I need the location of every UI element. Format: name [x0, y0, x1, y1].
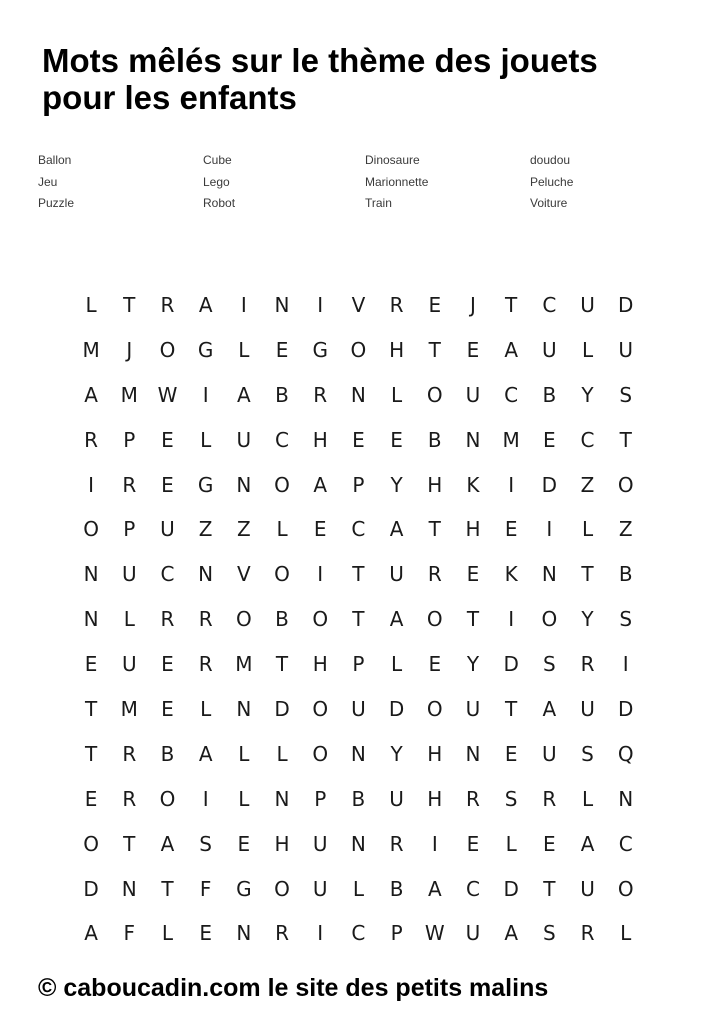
grid-cell: O: [617, 472, 634, 497]
grid-cell: B: [160, 741, 175, 766]
grid-cell: D: [503, 652, 519, 677]
grid-cell: N: [198, 562, 214, 587]
grid-cell: A: [313, 472, 328, 497]
grid-cell: A: [427, 876, 442, 901]
grid-cell: L: [620, 921, 632, 946]
grid-cell: A: [542, 697, 557, 722]
grid-cell: L: [238, 337, 250, 362]
grid-cell: O: [274, 876, 290, 901]
grid-cell: C: [580, 427, 595, 452]
grid-cell: R: [275, 921, 289, 946]
grid-cell: Y: [581, 382, 594, 407]
grid-cell: R: [160, 293, 175, 317]
grid-cell: E: [466, 337, 480, 362]
grid-cell: L: [161, 921, 174, 946]
title-line-1: Mots mêlés sur le thème des jouets: [42, 42, 598, 79]
grid-cell: W: [424, 921, 445, 946]
grid-cell: A: [389, 517, 404, 542]
grid-cell: D: [618, 293, 634, 317]
grid-cell: Y: [390, 472, 403, 497]
grid-cell: C: [504, 382, 519, 407]
grid-cell: O: [312, 607, 329, 632]
grid-cell: B: [275, 607, 289, 632]
grid-cell: P: [314, 786, 327, 811]
grid-cell: C: [275, 427, 290, 452]
grid-cell: N: [618, 786, 634, 811]
grid-cell: N: [121, 876, 137, 901]
grid-cell: T: [466, 607, 480, 632]
grid-cell: C: [351, 921, 366, 946]
grid-cell: N: [350, 382, 366, 407]
grid-cell: U: [542, 337, 557, 362]
grid-cell: E: [84, 786, 98, 811]
grid-cell: N: [350, 741, 366, 766]
grid-cell: L: [581, 786, 594, 811]
grid-cell: E: [504, 741, 518, 766]
grid-cell: T: [123, 293, 136, 317]
grid-cell: A: [160, 831, 175, 856]
page-title: [42, 42, 702, 116]
grid-cell: P: [352, 472, 365, 497]
grid-cell: M: [502, 427, 520, 452]
grid-cell: E: [352, 427, 365, 452]
grid-cell: U: [465, 697, 481, 722]
grid-cell: T: [352, 562, 365, 587]
grid-cell: L: [276, 741, 288, 766]
grid-cell: A: [198, 741, 213, 766]
grid-cell: T: [161, 876, 174, 901]
grid-cell: I: [88, 472, 95, 497]
grid-cell: N: [274, 293, 290, 317]
grid-cell: A: [198, 293, 213, 317]
grid-cell: L: [85, 293, 97, 317]
grid-cell: I: [508, 472, 515, 497]
grid-cell: U: [121, 652, 137, 677]
grid-cell: K: [504, 562, 518, 587]
grid-cell: H: [427, 741, 443, 766]
grid-cell: D: [503, 876, 519, 901]
grid-cell: T: [123, 831, 136, 856]
grid-cell: E: [428, 293, 442, 317]
grid-cell: S: [619, 382, 633, 407]
grid-cell: N: [350, 831, 366, 856]
grid-cell: B: [275, 382, 289, 407]
grid-cell: R: [198, 652, 213, 677]
grid-cell: R: [466, 786, 480, 811]
grid-cell: C: [542, 293, 557, 317]
grid-cell: O: [159, 786, 176, 811]
grid-cell: P: [123, 517, 136, 542]
grid-cell: A: [504, 337, 518, 362]
grid-cell: O: [312, 697, 329, 722]
grid-cell: N: [465, 427, 481, 452]
word-list-item: doudou: [530, 153, 571, 167]
grid-cell: D: [618, 697, 634, 722]
grid-cell: U: [389, 786, 404, 811]
grid-cell: E: [84, 652, 98, 677]
grid-cell: N: [83, 607, 99, 632]
grid-cell: N: [236, 697, 252, 722]
grid-cell: G: [197, 337, 214, 362]
grid-cell: A: [504, 921, 518, 946]
grid-cell: W: [157, 382, 178, 407]
grid-cell: D: [388, 697, 405, 722]
grid-cell: I: [317, 921, 324, 946]
grid-cell: E: [543, 831, 556, 856]
grid-cell: S: [199, 831, 212, 856]
grid-cell: U: [542, 741, 557, 766]
grid-cell: D: [274, 697, 290, 722]
word-list-item: Puzzle: [38, 196, 75, 210]
grid-cell: E: [275, 337, 289, 362]
grid-cell: L: [581, 337, 594, 362]
grid-cell: I: [202, 382, 209, 407]
word-list-item: Lego: [203, 174, 230, 189]
grid-cell: Y: [390, 741, 403, 766]
grid-cell: I: [431, 831, 438, 856]
grid-cell: L: [238, 741, 250, 766]
grid-cell: O: [617, 876, 634, 901]
grid-cell: N: [236, 921, 252, 946]
grid-cell: U: [580, 293, 595, 317]
grid-cell: N: [541, 562, 557, 587]
grid-cell: E: [161, 472, 174, 497]
grid-cell: R: [313, 382, 328, 407]
grid-cell: G: [312, 337, 328, 362]
grid-cell: T: [505, 697, 518, 722]
grid-cell: O: [159, 337, 176, 362]
grid-cell: O: [426, 607, 443, 632]
grid-cell: U: [236, 427, 252, 452]
grid-cell: Y: [581, 607, 594, 632]
grid-cell: R: [389, 293, 404, 317]
grid-cell: O: [426, 697, 443, 722]
grid-cell: U: [121, 562, 137, 587]
grid-cell: B: [618, 562, 633, 587]
grid-cell: I: [317, 562, 324, 587]
grid-cell: O: [235, 607, 252, 632]
grid-cell: C: [465, 876, 480, 901]
grid-cell: I: [317, 293, 324, 317]
grid-cell: T: [275, 652, 289, 677]
grid-cell: O: [541, 607, 558, 632]
grid-cell: T: [84, 697, 98, 722]
grid-cell: K: [466, 472, 480, 497]
grid-cell: Z: [236, 517, 251, 542]
grid-cell: T: [619, 427, 632, 452]
grid-cell: R: [122, 786, 137, 811]
grid-cell: E: [161, 652, 174, 677]
grid-cell: G: [197, 472, 214, 497]
word-list-item: Peluche: [530, 174, 574, 189]
grid-cell: P: [390, 921, 403, 946]
grid-cell: U: [465, 382, 481, 407]
grid-cell: R: [542, 786, 557, 811]
grid-cell: M: [235, 652, 253, 677]
grid-cell: E: [237, 831, 251, 856]
grid-cell: B: [389, 876, 404, 901]
grid-cell: U: [312, 876, 328, 901]
grid-cell: T: [581, 562, 594, 587]
grid-cell: B: [427, 427, 442, 452]
grid-cell: O: [274, 472, 290, 497]
grid-cell: R: [427, 562, 442, 587]
grid-cell: L: [200, 697, 212, 722]
word-list-item: Jeu: [38, 174, 58, 189]
grid-cell: E: [466, 562, 480, 587]
grid-cell: L: [200, 427, 212, 452]
grid-cell: E: [161, 427, 174, 452]
grid-cell: R: [160, 607, 175, 632]
grid-cell: E: [466, 831, 480, 856]
grid-cell: G: [236, 876, 252, 901]
word-list-item: Marionnette: [365, 174, 429, 189]
grid-cell: U: [160, 517, 175, 542]
grid-cell: M: [82, 337, 100, 362]
grid-cell: L: [505, 831, 517, 856]
grid-cell: A: [84, 382, 98, 407]
grid-cell: A: [580, 831, 595, 856]
grid-cell: H: [312, 427, 328, 452]
grid-cell: U: [389, 562, 404, 587]
grid-cell: O: [274, 562, 290, 587]
grid-cell: H: [465, 517, 481, 542]
grid-cell: O: [83, 517, 99, 542]
grid-cell: R: [580, 652, 595, 677]
grid-cell: D: [83, 876, 99, 901]
grid-cell: Z: [580, 472, 595, 497]
grid-cell: R: [389, 831, 404, 856]
word-list-item: Ballon: [38, 153, 72, 167]
grid-cell: Y: [466, 652, 480, 677]
letter-grid: [72, 283, 645, 956]
grid-cell: N: [465, 741, 481, 766]
grid-cell: E: [161, 697, 174, 722]
grid-cell: T: [505, 293, 518, 317]
grid-cell: H: [427, 786, 443, 811]
grid-cell: H: [389, 337, 405, 362]
grid-cell: Z: [618, 517, 633, 542]
grid-cell: I: [546, 517, 553, 542]
word-list-item: Dinosaure: [365, 153, 420, 167]
grid-cell: L: [276, 517, 288, 542]
grid-cell: D: [541, 472, 558, 497]
grid-cell: N: [274, 786, 290, 811]
grid-cell: A: [237, 382, 251, 407]
word-list-item: Voiture: [530, 196, 568, 210]
grid-cell: U: [618, 337, 634, 362]
grid-cell: R: [122, 472, 137, 497]
grid-cell: C: [351, 517, 366, 542]
footer-copyright: © caboucadin.com le site des petits malins: [38, 974, 549, 1002]
grid-cell: F: [123, 921, 136, 946]
grid-cell: S: [504, 786, 518, 811]
grid-cell: M: [120, 697, 138, 722]
grid-cell: P: [123, 427, 136, 452]
grid-cell: L: [123, 607, 135, 632]
grid-cell: H: [274, 831, 290, 856]
grid-cell: E: [428, 652, 442, 677]
grid-cell: Q: [617, 741, 634, 766]
grid-cell: F: [199, 876, 212, 901]
grid-cell: M: [120, 382, 138, 407]
grid-cell: E: [504, 517, 518, 542]
grid-cell: N: [83, 562, 99, 587]
grid-cell: A: [389, 607, 404, 632]
title-line-2: pour les enfants: [42, 79, 297, 116]
grid-cell: O: [426, 382, 443, 407]
grid-cell: L: [391, 652, 403, 677]
grid-cell: T: [428, 337, 441, 362]
grid-cell: T: [428, 517, 441, 542]
grid-cell: V: [237, 562, 251, 587]
grid-cell: S: [581, 741, 594, 766]
grid-cell: B: [351, 786, 366, 811]
word-list: [38, 150, 698, 215]
grid-cell: E: [199, 921, 212, 946]
grid-cell: E: [313, 517, 327, 542]
grid-cell: E: [390, 427, 403, 452]
grid-cell: S: [619, 607, 633, 632]
grid-cell: J: [470, 293, 476, 317]
grid-cell: O: [83, 831, 99, 856]
grid-cell: U: [465, 921, 481, 946]
grid-cell: T: [84, 741, 98, 766]
grid-cell: L: [581, 517, 594, 542]
grid-cell: J: [126, 337, 133, 362]
grid-cell: P: [352, 652, 365, 677]
grid-cell: C: [160, 562, 175, 587]
grid-cell: N: [236, 472, 252, 497]
grid-cell: U: [580, 876, 595, 901]
grid-cell: H: [312, 652, 328, 677]
word-list-item: Robot: [203, 196, 236, 210]
grid-cell: B: [542, 382, 557, 407]
grid-cell: U: [351, 697, 366, 722]
grid-cell: O: [350, 337, 367, 362]
grid-cell: E: [543, 427, 556, 452]
grid-cell: S: [542, 652, 556, 677]
grid-cell: L: [391, 382, 403, 407]
grid-cell: U: [580, 697, 595, 722]
grid-cell: H: [427, 472, 443, 497]
grid-cell: T: [543, 876, 556, 901]
grid-cell: O: [312, 741, 329, 766]
grid-cell: A: [84, 921, 98, 946]
grid-cell: I: [202, 786, 209, 811]
grid-cell: I: [240, 293, 247, 317]
grid-cell: L: [352, 876, 364, 901]
grid-cell: S: [542, 921, 556, 946]
word-list-item: Train: [365, 196, 392, 210]
word-list-item: Cube: [203, 153, 232, 167]
grid-cell: R: [84, 427, 99, 452]
grid-cell: L: [238, 786, 250, 811]
grid-cell: V: [351, 293, 366, 317]
grid-cell: I: [508, 607, 515, 632]
grid-cell: I: [622, 652, 629, 677]
grid-cell: T: [352, 607, 365, 632]
grid-cell: R: [122, 741, 137, 766]
grid-cell: U: [312, 831, 328, 856]
grid-cell: Z: [198, 517, 213, 542]
grid-cell: R: [198, 607, 213, 632]
grid-cell: R: [580, 921, 595, 946]
grid-cell: C: [618, 831, 633, 856]
